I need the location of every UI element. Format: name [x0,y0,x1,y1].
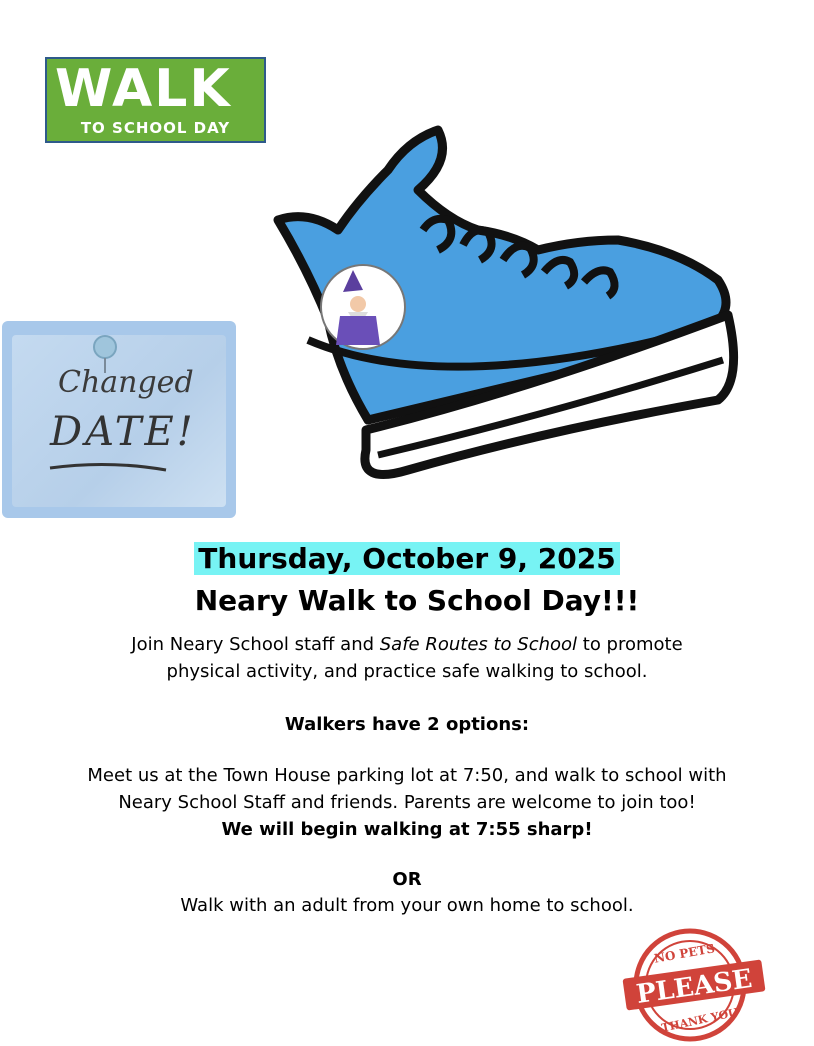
option-one-emphasis: We will begin walking at 7:55 sharp! [221,819,593,840]
option-two: Walk with an adult from your own home to school. [180,895,634,916]
logo-walk-text: WALK [55,59,232,119]
event-date [0,540,814,578]
stamp-middle-text: PLEASE [634,964,755,1010]
intro-text-end: to promote [577,634,683,655]
underline-stroke [48,456,168,476]
options-heading: Walkers have 2 options: [284,714,530,735]
safe-routes-name: Safe Routes to School [379,634,578,655]
option-one-line-1: Meet us at the Town House parking lot at 7:50, and walk to school with [87,765,727,786]
intro-line-1 [0,631,814,658]
walk-to-school-logo [45,57,266,143]
changed-date-note [2,321,236,518]
intro-paragraph [0,631,814,685]
intro-text-start: Join Neary School staff and [131,634,380,655]
logo-subtitle: TO SCHOOL DAY [80,119,231,137]
option-one-line-2: Neary School Staff and friends. Parents are welcome to join too! [118,792,696,813]
stamp-top-text: NO PETS [653,941,716,966]
event-date-highlight: Thursday, October 9, 2025 [194,542,619,575]
note-date-text: DATE! [50,409,196,455]
event-title: Neary Walk to School Day!!! [194,584,640,617]
option-one [0,762,814,843]
or-label: OR [392,869,422,890]
intro-line-2: physical activity, and practice safe walking to school. [166,661,648,682]
no-pets-stamp [620,925,770,1043]
sneaker-illustration [248,120,748,490]
note-changed-text: Changed [58,365,194,400]
stamp-bottom-text: THANK YOU [660,1005,739,1035]
